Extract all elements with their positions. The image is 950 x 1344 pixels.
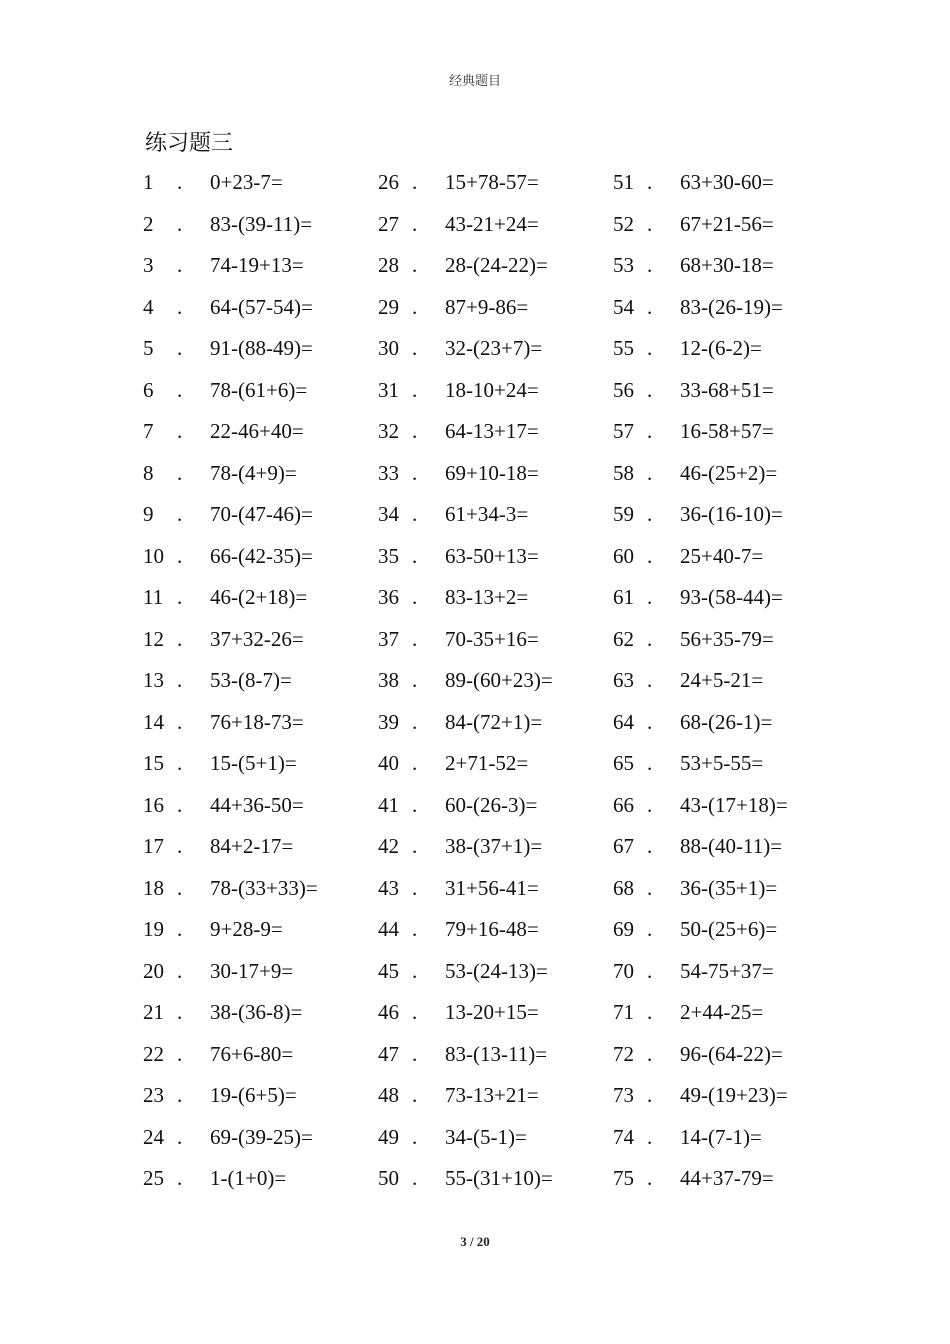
exercise-expression: 55-(31+10)=: [445, 1166, 553, 1190]
exercise-dot: .: [177, 211, 183, 236]
exercise-number: 46: [378, 1000, 399, 1024]
exercise-dot: .: [412, 709, 418, 734]
exercise-dot: .: [412, 958, 418, 983]
exercise-expression: 46-(25+2)=: [680, 460, 778, 485]
exercise-dot: .: [647, 419, 653, 443]
exercise-dot: .: [412, 1083, 418, 1107]
exercise-dot: .: [177, 585, 183, 609]
exercise-dot: .: [177, 543, 183, 568]
exercise-dot: .: [177, 377, 183, 402]
exercise-number: 51: [613, 170, 634, 194]
exercise-dot: .: [177, 709, 183, 734]
exercise-number: 14: [143, 709, 164, 734]
exercise-dot: .: [647, 377, 653, 402]
exercise-number: 6: [143, 377, 154, 402]
exercise-dot: .: [177, 917, 183, 941]
exercise-number: 45: [378, 958, 399, 983]
exercise-number: 26: [378, 170, 399, 194]
exercise-number: 29: [378, 294, 399, 319]
exercise-number: 53: [613, 253, 634, 277]
exercise-expression: 1-(1+0)=: [210, 1166, 287, 1190]
exercise-number: 52: [613, 211, 634, 236]
exercise-dot: .: [647, 253, 653, 277]
exercise-expression: 63+30-60=: [680, 170, 774, 194]
exercise-dot: .: [177, 1041, 183, 1066]
exercise-number: 34: [378, 502, 399, 526]
exercise-number: 30: [378, 336, 399, 360]
exercise-dot: .: [412, 792, 418, 817]
exercise-expression: 54-75+37=: [680, 958, 774, 983]
exercise-number: 44: [378, 917, 399, 941]
exercise-expression: 43-(17+18)=: [680, 792, 788, 817]
exercise-dot: .: [412, 585, 418, 609]
exercise-dot: .: [177, 460, 183, 485]
exercise-number: 10: [143, 543, 164, 568]
exercise-number: 11: [143, 585, 164, 609]
exercise-dot: .: [177, 626, 183, 651]
exercise-dot: .: [647, 751, 653, 775]
exercise-dot: .: [647, 1083, 653, 1107]
exercise-expression: 46-(2+18)=: [210, 585, 308, 609]
exercise-expression: 13-20+15=: [445, 1000, 539, 1024]
exercise-expression: 73-13+21=: [445, 1083, 539, 1107]
exercise-dot: .: [412, 211, 418, 236]
exercise-dot: .: [177, 294, 183, 319]
exercise-number: 24: [143, 1124, 164, 1149]
exercise-number: 37: [378, 626, 399, 651]
exercise-expression: 38-(36-8)=: [210, 1000, 303, 1024]
exercise-dot: .: [412, 668, 418, 692]
exercise-expression: 28-(24-22)=: [445, 253, 548, 277]
exercise-dot: .: [412, 336, 418, 360]
exercise-number: 71: [613, 1000, 634, 1024]
exercise-dot: .: [412, 875, 418, 900]
exercise-expression: 83-13+2=: [445, 585, 529, 609]
exercise-number: 3: [143, 253, 154, 277]
exercise-number: 25: [143, 1166, 164, 1190]
exercise-expression: 61+34-3=: [445, 502, 529, 526]
exercise-number: 48: [378, 1083, 399, 1107]
exercise-number: 17: [143, 834, 164, 858]
page-header: 经典题目: [448, 73, 501, 88]
exercise-number: 32: [378, 419, 399, 443]
exercise-number: 67: [613, 834, 634, 858]
exercise-number: 36: [378, 585, 399, 609]
exercise-expression: 87+9-86=: [445, 294, 529, 319]
exercise-dot: .: [412, 626, 418, 651]
exercise-number: 28: [378, 253, 399, 277]
exercise-number: 56: [613, 377, 634, 402]
exercise-number: 70: [613, 958, 634, 983]
exercise-number: 8: [143, 460, 154, 485]
exercise-expression: 53+5-55=: [680, 751, 764, 775]
exercise-expression: 9+28-9=: [210, 917, 283, 941]
exercise-number: 2: [143, 211, 154, 236]
page-number: 3 / 20: [460, 1234, 490, 1249]
exercise-expression: 70-(47-46)=: [210, 502, 313, 526]
exercise-number: 54: [613, 294, 634, 319]
exercise-expression: 53-(8-7)=: [210, 668, 292, 692]
exercise-number: 21: [143, 1000, 164, 1024]
exercise-number: 63: [613, 668, 634, 692]
exercise-expression: 68+30-18=: [680, 253, 774, 277]
exercise-expression: 84-(72+1)=: [445, 709, 543, 734]
exercise-number: 15: [143, 751, 164, 775]
exercise-number: 61: [613, 585, 634, 609]
exercise-expression: 18-10+24=: [445, 377, 539, 402]
exercise-number: 23: [143, 1083, 164, 1107]
exercise-expression: 68-(26-1)=: [680, 709, 773, 734]
exercise-number: 39: [378, 709, 399, 734]
exercise-expression: 78-(61+6)=: [210, 377, 308, 402]
exercise-expression: 30-17+9=: [210, 958, 294, 983]
exercise-dot: .: [412, 170, 418, 194]
exercise-number: 40: [378, 751, 399, 775]
exercise-number: 35: [378, 543, 399, 568]
exercise-number: 43: [378, 875, 399, 900]
exercise-number: 72: [613, 1041, 634, 1066]
exercise-number: 5: [143, 336, 154, 360]
exercise-dot: .: [177, 792, 183, 817]
exercise-number: 7: [143, 419, 154, 443]
exercise-expression: 83-(26-19)=: [680, 294, 783, 319]
exercise-number: 33: [378, 460, 399, 485]
exercise-expression: 64-(57-54)=: [210, 294, 313, 319]
exercise-number: 1: [143, 170, 154, 194]
exercise-dot: .: [177, 1124, 183, 1149]
exercise-dot: .: [647, 211, 653, 236]
exercise-dot: .: [412, 1124, 418, 1149]
exercise-dot: .: [412, 543, 418, 568]
exercise-dot: .: [412, 917, 418, 941]
exercise-dot: .: [177, 751, 183, 775]
exercise-dot: .: [647, 958, 653, 983]
exercise-number: 59: [613, 502, 634, 526]
exercise-expression: 2+44-25=: [680, 1000, 764, 1024]
exercise-number: 16: [143, 792, 164, 817]
exercise-dot: .: [177, 668, 183, 692]
exercise-dot: .: [647, 1124, 653, 1149]
exercise-dot: .: [177, 253, 183, 277]
exercise-expression: 91-(88-49)=: [210, 336, 313, 360]
exercise-dot: .: [647, 834, 653, 858]
exercise-expression: 53-(24-13)=: [445, 958, 548, 983]
exercise-expression: 14-(7-1)=: [680, 1124, 762, 1149]
exercise-number: 38: [378, 668, 399, 692]
exercise-expression: 36-(35+1)=: [680, 875, 778, 900]
exercise-number: 75: [613, 1166, 634, 1190]
exercise-expression: 34-(5-1)=: [445, 1124, 527, 1149]
exercise-number: 47: [378, 1041, 399, 1066]
exercise-dot: .: [412, 253, 418, 277]
exercise-expression: 19-(6+5)=: [210, 1083, 297, 1107]
exercise-dot: .: [177, 502, 183, 526]
exercise-number: 13: [143, 668, 164, 692]
exercise-expression: 33-68+51=: [680, 377, 774, 402]
exercise-expression: 83-(39-11)=: [210, 211, 313, 236]
exercise-dot: .: [647, 585, 653, 609]
exercise-expression: 15+78-57=: [445, 170, 539, 194]
exercise-dot: .: [412, 502, 418, 526]
exercise-dot: .: [177, 419, 183, 443]
exercise-expression: 50-(25+6)=: [680, 917, 778, 941]
exercise-dot: .: [177, 1083, 183, 1107]
exercise-expression: 44+36-50=: [210, 792, 304, 817]
exercise-expression: 15-(5+1)=: [210, 751, 297, 775]
exercise-dot: .: [647, 668, 653, 692]
exercise-number: 58: [613, 460, 634, 485]
exercise-number: 27: [378, 211, 399, 236]
exercise-expression: 22-46+40=: [210, 419, 304, 443]
exercise-expression: 32-(23+7)=: [445, 336, 543, 360]
exercise-number: 68: [613, 875, 634, 900]
exercise-number: 12: [143, 626, 164, 651]
exercise-expression: 56+35-79=: [680, 626, 774, 651]
exercise-expression: 93-(58-44)=: [680, 585, 783, 609]
exercise-dot: .: [177, 1000, 183, 1024]
exercise-expression: 37+32-26=: [210, 626, 304, 651]
exercise-expression: 70-35+16=: [445, 626, 539, 651]
exercise-number: 9: [143, 502, 154, 526]
exercise-expression: 25+40-7=: [680, 543, 764, 568]
exercise-expression: 74-19+13=: [210, 253, 304, 277]
exercise-expression: 66-(42-35)=: [210, 543, 313, 568]
exercise-dot: .: [647, 336, 653, 360]
exercise-dot: .: [177, 834, 183, 858]
exercise-number: 50: [378, 1166, 399, 1190]
exercise-number: 66: [613, 792, 634, 817]
exercise-dot: .: [647, 626, 653, 651]
exercise-expression: 60-(26-3)=: [445, 792, 538, 817]
exercise-expression: 44+37-79=: [680, 1166, 774, 1190]
exercise-number: 31: [378, 377, 399, 402]
exercise-number: 49: [378, 1124, 399, 1149]
exercise-expression: 83-(13-11)=: [445, 1041, 548, 1066]
exercise-number: 60: [613, 543, 634, 568]
exercise-expression: 38-(37+1)=: [445, 834, 543, 858]
exercise-dot: .: [412, 1166, 418, 1190]
exercise-dot: .: [412, 1000, 418, 1024]
exercise-expression: 79+16-48=: [445, 917, 539, 941]
exercise-dot: .: [177, 958, 183, 983]
exercise-number: 22: [143, 1041, 164, 1066]
exercise-number: 62: [613, 626, 634, 651]
exercise-dot: .: [412, 377, 418, 402]
exercise-dot: .: [647, 543, 653, 568]
exercise-expression: 76+18-73=: [210, 709, 304, 734]
exercise-number: 65: [613, 751, 634, 775]
exercise-number: 57: [613, 419, 634, 443]
exercise-dot: .: [177, 875, 183, 900]
exercise-dot: .: [177, 336, 183, 360]
exercise-dot: .: [412, 834, 418, 858]
exercise-expression: 69-(39-25)=: [210, 1124, 313, 1149]
exercise-expression: 24+5-21=: [680, 668, 764, 692]
exercise-expression: 63-50+13=: [445, 543, 539, 568]
exercise-expression: 78-(4+9)=: [210, 460, 297, 485]
exercise-dot: .: [412, 460, 418, 485]
exercise-number: 19: [143, 917, 164, 941]
exercise-expression: 67+21-56=: [680, 211, 774, 236]
exercise-expression: 12-(6-2)=: [680, 336, 762, 360]
exercise-number: 69: [613, 917, 634, 941]
exercise-number: 41: [378, 792, 399, 817]
exercise-dot: .: [647, 502, 653, 526]
exercise-dot: .: [647, 709, 653, 734]
exercise-number: 42: [378, 834, 399, 858]
exercise-dot: .: [647, 1166, 653, 1190]
exercise-dot: .: [647, 792, 653, 817]
exercise-number: 4: [143, 294, 154, 319]
exercise-expression: 36-(16-10)=: [680, 502, 783, 526]
exercise-expression: 69+10-18=: [445, 460, 539, 485]
exercise-dot: .: [647, 460, 653, 485]
exercise-dot: .: [412, 751, 418, 775]
exercise-expression: 96-(64-22)=: [680, 1041, 783, 1066]
exercise-dot: .: [177, 1166, 183, 1190]
exercise-expression: 88-(40-11)=: [680, 834, 783, 858]
exercise-expression: 2+71-52=: [445, 751, 529, 775]
exercise-expression: 43-21+24=: [445, 211, 539, 236]
exercise-dot: .: [647, 875, 653, 900]
exercise-expression: 84+2-17=: [210, 834, 294, 858]
exercise-number: 64: [613, 709, 634, 734]
exercise-dot: .: [412, 1041, 418, 1066]
exercise-number: 55: [613, 336, 634, 360]
exercise-number: 20: [143, 958, 164, 983]
exercise-dot: .: [647, 294, 653, 319]
exercise-dot: .: [412, 419, 418, 443]
exercise-dot: .: [177, 170, 183, 194]
exercise-expression: 0+23-7=: [210, 170, 283, 194]
exercise-dot: .: [647, 170, 653, 194]
exercise-expression: 76+6-80=: [210, 1041, 294, 1066]
exercise-number: 18: [143, 875, 164, 900]
exercise-expression: 89-(60+23)=: [445, 668, 553, 692]
exercise-expression: 31+56-41=: [445, 875, 539, 900]
exercise-number: 74: [613, 1124, 634, 1149]
exercise-dot: .: [647, 1000, 653, 1024]
exercise-dot: .: [647, 1041, 653, 1066]
exercise-expression: 64-13+17=: [445, 419, 539, 443]
exercise-dot: .: [647, 917, 653, 941]
exercise-title: 练习题三: [145, 130, 234, 155]
exercise-dot: .: [412, 294, 418, 319]
exercise-expression: 78-(33+33)=: [210, 875, 318, 900]
exercise-number: 73: [613, 1083, 634, 1107]
exercise-expression: 49-(19+23)=: [680, 1083, 788, 1107]
exercise-expression: 16-58+57=: [680, 419, 774, 443]
